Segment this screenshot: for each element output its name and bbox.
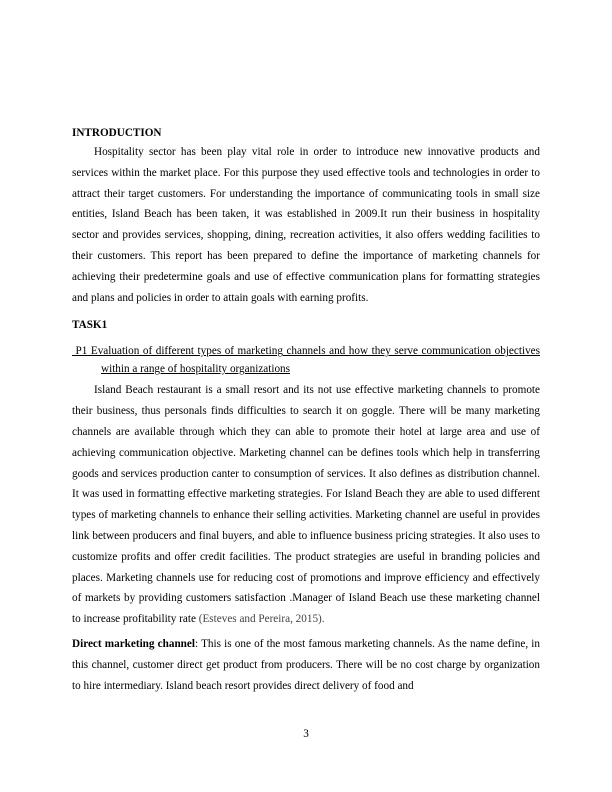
task1-heading: TASK1: [72, 319, 108, 332]
direct-marketing-lead: Direct marketing channel: [72, 637, 195, 650]
introduction-paragraph: Hospitality sector has been play vital role in order to introduce new innovative products and services within the market place. For this purpose they used effective tools and technologies in order to attract their target customers. For understanding the importance of communicating tools in small size entities, Island Beach has been taken, it was established in 2009.It run their business in hospitality sector and provides services, shopping, dining, recreation activities, it also offers wedding facilities to their customers. This report has been prepared to define the importance of marketing channels for achieving their predetermine goals and use of effective communication plans for formatting strategies and plans and policies in order to attain goals with earning profits.: [72, 146, 540, 304]
page-number: 3: [303, 728, 309, 740]
task1-paragraph-text: Island Beach restaurant is a small resort and its not use effective marketing channels to promote their business, thus personals finds difficulties to search it on goggle. There will be many marketing channels are available through which they can able to promote their hotel at large area and use of achieving communication objective. Marketing channel can be defines tools which help in transferring goods and services production canter to consumption of services. It also defines as distribution channel. It was used in formatting effective marketing strategies. For Island Beach they are able to used different types of marketing channels to enhance their selling activities. Marketing channel are useful in provides link between producers and final buyers, and able to influence business pricing strategies. It also uses to customize profits and offer credit facilities. The product strategies are useful in branding policies and places. Marketing channels use for reducing cost of promotions and improve efficiency and effectively of markets by providing customers satisfaction .Manager of Island Beach use these marketing channel to increase profitability rate: [72, 384, 540, 626]
citation: (Esteves and Pereira, 2015).: [198, 613, 325, 626]
direct-marketing-paragraph: [72, 634, 540, 696]
task1-subheading: [72, 342, 540, 378]
introduction-heading: INTRODUCTION: [72, 127, 162, 139]
direct-marketing-text: : This is one of the most famous marketing channels. As the name define, in this channel, customer direct get product from producers. There will be no cost charge by organization to hire intermediary. Island beach resort provides direct delivery of food and: [72, 637, 541, 692]
task1-paragraph: [72, 380, 540, 630]
document-page: [72, 124, 540, 696]
task1-subheading-text: P1 Evaluation of different types of marketing channels and how they serve communication objectives within a range of hospitality organizations: [75, 345, 540, 376]
